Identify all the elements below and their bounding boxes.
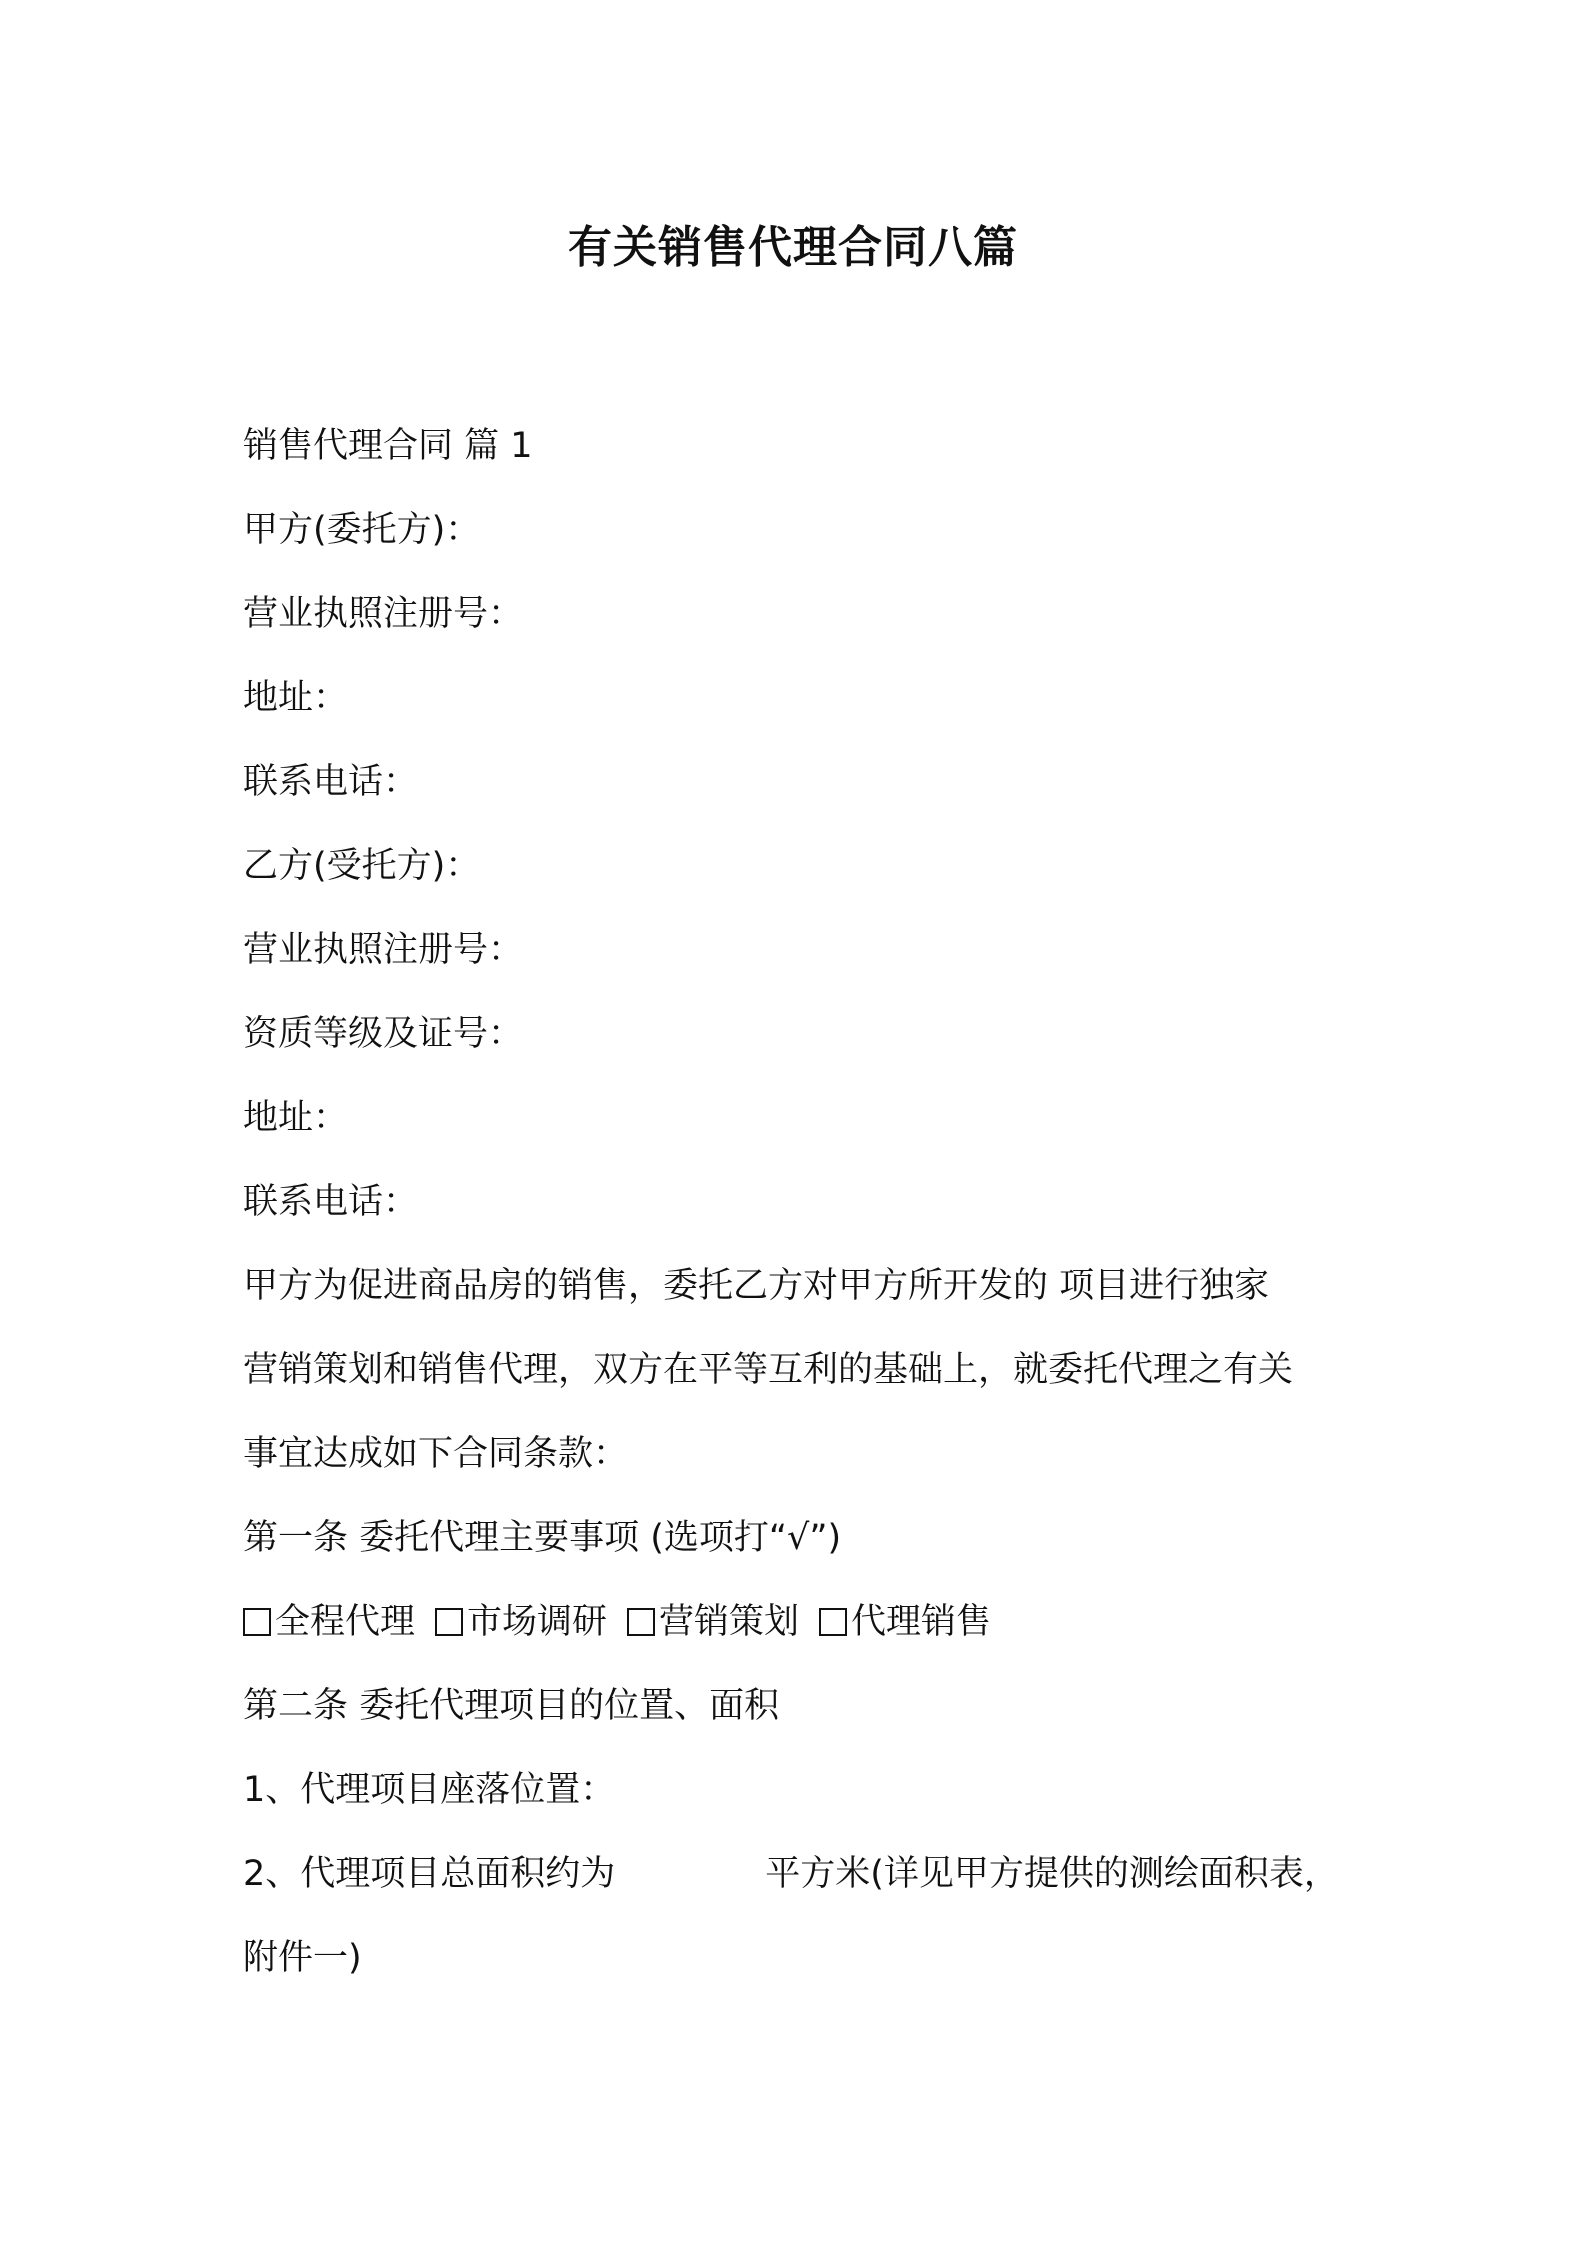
project-area-note: 附件一) [243, 1938, 362, 1978]
agency-options-row [243, 1580, 1383, 1664]
project-area-unit: 平方米(详见甲方提供的测绘面积表， [765, 1854, 1339, 1894]
option-full-agency[interactable] [243, 1580, 415, 1664]
party-b-label: 乙方(受托方)： [243, 846, 481, 886]
checkbox-icon[interactable] [435, 1608, 463, 1636]
party-b-license-label: 营业执照注册号： [243, 930, 524, 970]
section-heading: 销售代理合同 篇 1 [243, 426, 533, 466]
document-title: 有关销售代理合同八篇 [568, 222, 1018, 273]
checkbox-icon[interactable] [243, 1608, 271, 1636]
project-location-label: 1、代理项目座落位置： [243, 1770, 616, 1810]
option-market-research[interactable] [435, 1580, 607, 1664]
party-b-qualification-label: 资质等级及证号： [243, 1014, 524, 1054]
party-a-phone-label: 联系电话： [243, 762, 419, 802]
party-a-label: 甲方(委托方)： [243, 510, 481, 550]
option-label: 代理销售 [851, 1602, 992, 1642]
party-a-license-label: 营业执照注册号： [243, 594, 524, 634]
document-body [243, 404, 1383, 2000]
option-marketing-planning[interactable] [627, 1580, 799, 1664]
option-label: 全程代理 [275, 1602, 416, 1642]
party-b-phone-label: 联系电话： [243, 1182, 419, 1222]
article-1-heading: 第一条 委托代理主要事项 (选项打“√”) [243, 1518, 842, 1558]
option-label: 营销策划 [659, 1602, 800, 1642]
project-area-label: 2、代理项目总面积约为 [243, 1854, 616, 1894]
preamble-line-1: 甲方为促进商品房的销售，委托乙方对甲方所开发的 项目进行独家 [243, 1266, 1270, 1306]
checkbox-icon[interactable] [819, 1608, 847, 1636]
option-label: 市场调研 [467, 1602, 608, 1642]
preamble-line-3: 事宜达成如下合同条款： [243, 1434, 629, 1474]
party-a-address-label: 地址： [243, 678, 349, 718]
option-agency-sales[interactable] [819, 1580, 991, 1664]
project-area-line [243, 1832, 1383, 1916]
article-2-heading: 第二条 委托代理项目的位置、面积 [243, 1686, 780, 1726]
preamble-line-2: 营销策划和销售代理，双方在平等互利的基础上，就委托代理之有关 [243, 1350, 1294, 1390]
checkbox-icon[interactable] [627, 1608, 655, 1636]
party-b-address-label: 地址： [243, 1098, 349, 1138]
